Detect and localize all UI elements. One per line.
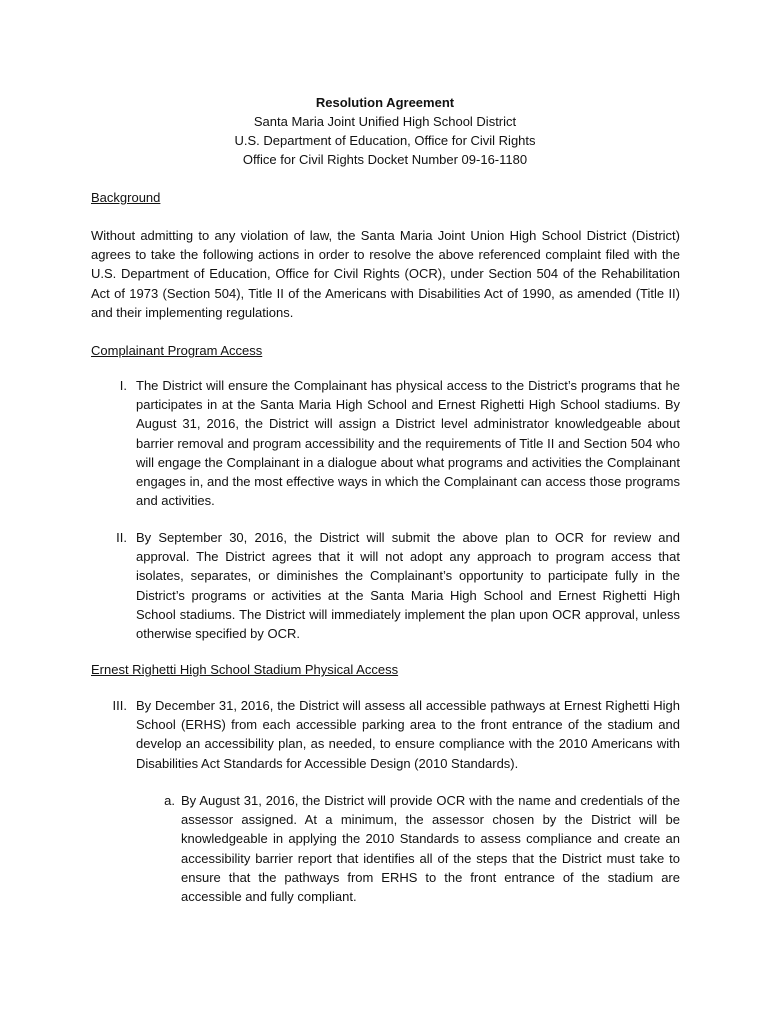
item-number: II. [116,530,127,545]
agency-name: U.S. Department of Education, Office for Civil Rights [234,133,536,148]
subitem-text: By August 31, 2016, the District will provide OCR with the name and credentials of the assessor assigned. At a minimum, the assessor chosen by the District will be knowledgeable in applying the 2010 Standards to assess compliance and create an accessibility barrier report that identifies all of the steps that the District must take to ensure that the pathways from ERHS to the front entrance of the stadium are accessible and fully compliant. [181,793,680,905]
district-name: Santa Maria Joint Unified High School District [253,114,517,129]
stadium-heading: Ernest Righetti High School Stadium Physical Access [91,662,399,677]
docket-number: Office for Civil Rights Docket Number 09-16-1180 [242,152,528,167]
document-header [0,93,770,169]
item-text: By September 30, 2016, the District will submit the above plan to OCR for review and approval. The District agrees that it will not adopt any approach to program access that isolates, separates, or diminishes the Complainant’s opportunity to participate fully in the District’s programs or activities at the Santa Maria High School and Ernest Righetti High School stadiums. The District will immediately implement the plan upon OCR approval, unless otherwise specified by OCR. [136,530,680,642]
item-text: By December 31, 2016, the District will assess all accessible pathways at Ernest Righetti High School (ERHS) from each accessible parking area to the front entrance of the stadium and develop an accessibility plan, as needed, to ensure compliance with the 2010 Americans with Disabilities Act Standards for Accessible Design (2010 Standards). [136,698,680,771]
background-paragraph: Without admitting to any violation of law, the Santa Maria Joint Union High School District (District) agrees to take the following actions in order to resolve the above referenced complaint filed with the U.S. Department of Education, Office for Civil Rights (OCR), under Section 504 of the Rehabilitation Act of 1973 (Section 504), Title II of the Americans with Disabilities Act of 1990, as amended (Title II) and their implementing regulations. [91,228,680,320]
subitem-letter: a. [164,793,175,808]
item-text: The District will ensure the Complainant has physical access to the District’s programs that he participates in at the Santa Maria High School and Ernest Righetti High School stadiums. By August 31, 2016, the District will assign a District level administrator knowledgeable about barrier removal and program accessibility and the requirements of Title II and Section 504 who will engage the Complainant in a dialogue about what programs and activities the Complainant engages in, and the most effective ways in which the Complainant can access those programs and activities. [136,378,680,509]
background-heading: Background [91,190,161,205]
item-number: I. [119,378,127,393]
document-title: Resolution Agreement [315,95,455,110]
item-number: III. [112,698,127,713]
complainant-heading: Complainant Program Access [91,343,263,358]
